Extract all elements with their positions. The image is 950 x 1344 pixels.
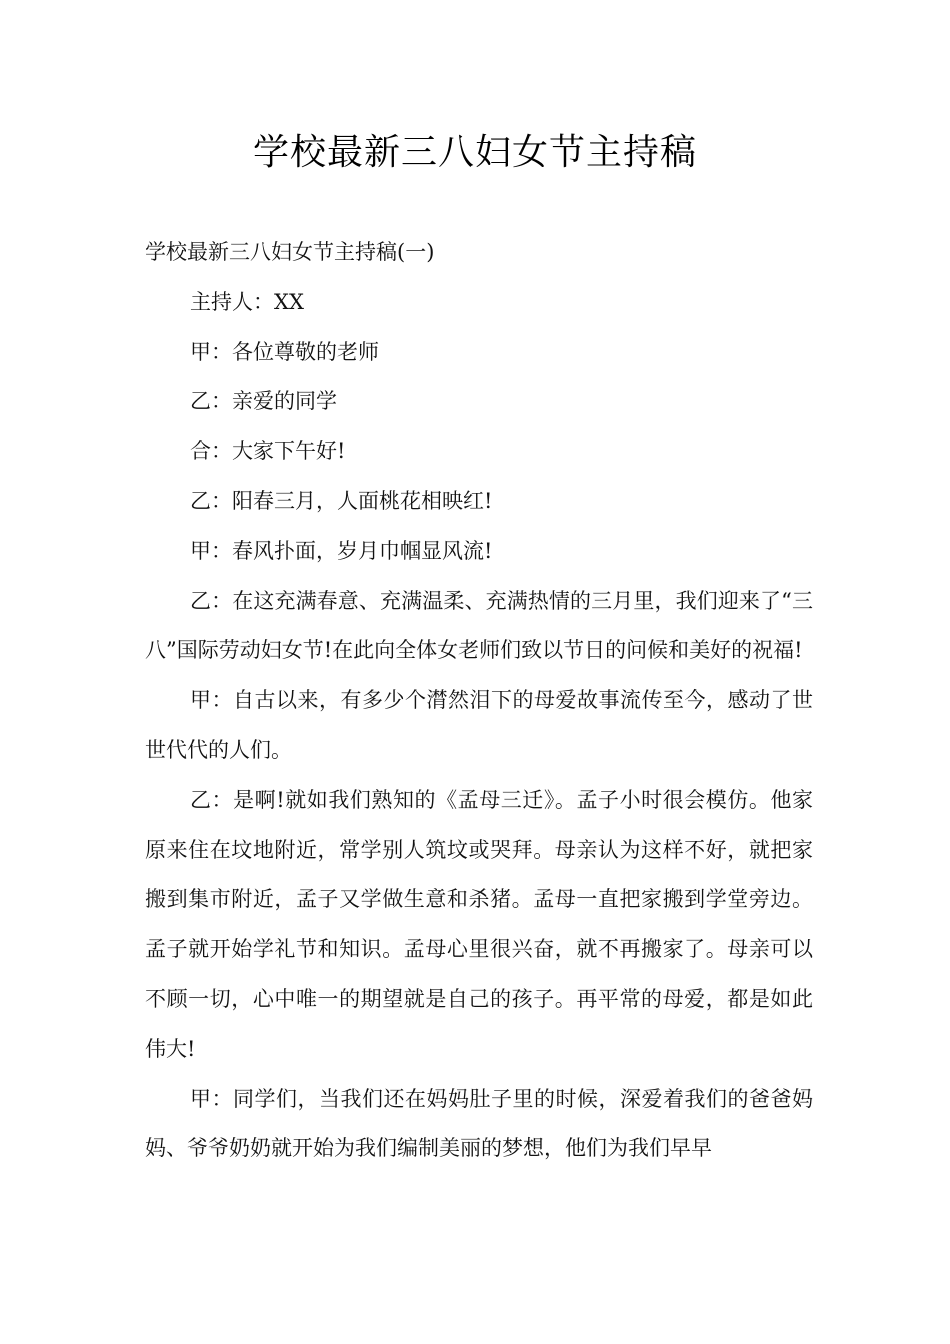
- paragraph: 乙：亲爱的同学: [190, 389, 337, 414]
- paragraph: 乙：阳春三月，人面桃花相映红!: [190, 488, 493, 513]
- paragraph: 乙：在这充满春意、充满温柔、充满热情的三月里，我们迎来了“三八”国际劳动妇女节!在此向全体女老师们致以节日的问候和美好的祝福!: [145, 588, 813, 663]
- paragraph: 甲：春风扑面，岁月巾帼显风流!: [190, 538, 493, 563]
- paragraph: 主持人：XX: [190, 289, 304, 314]
- paragraph: 甲：各位尊敬的老师: [190, 339, 379, 364]
- paragraph: 乙：是啊!就如我们熟知的《孟母三迁》。孟子小时很会模仿。他家原来住在坟地附近，常学别人筑坟或哭拜。母亲认为这样不好，就把家搬到集市附近，孟子又学做生意和杀猪。孟母一直把家搬到学堂旁边。孟子就开始学礼节和知识。孟母心里很兴奋，就不再搬家了。母亲可以不顾一切，心中唯一的期望就是自己的孩子。再平常的母爱，都是如此伟大!: [145, 787, 813, 1061]
- paragraph: 合：大家下午好!: [190, 439, 346, 464]
- paragraph: 甲：自古以来，有多少个潸然泪下的母爱故事流传至今，感动了世世代代的人们。: [145, 688, 813, 762]
- document-body: [145, 228, 813, 1174]
- paragraph: 甲：同学们，当我们还在妈妈肚子里的时候，深爱着我们的爸爸妈妈、爷爷奶奶就开始为我们编制美丽的梦想，他们为我们早早: [145, 1086, 813, 1161]
- paragraph: 学校最新三八妇女节主持稿(一): [145, 240, 435, 264]
- document-title: 学校最新三八妇女节主持稿: [252, 132, 697, 173]
